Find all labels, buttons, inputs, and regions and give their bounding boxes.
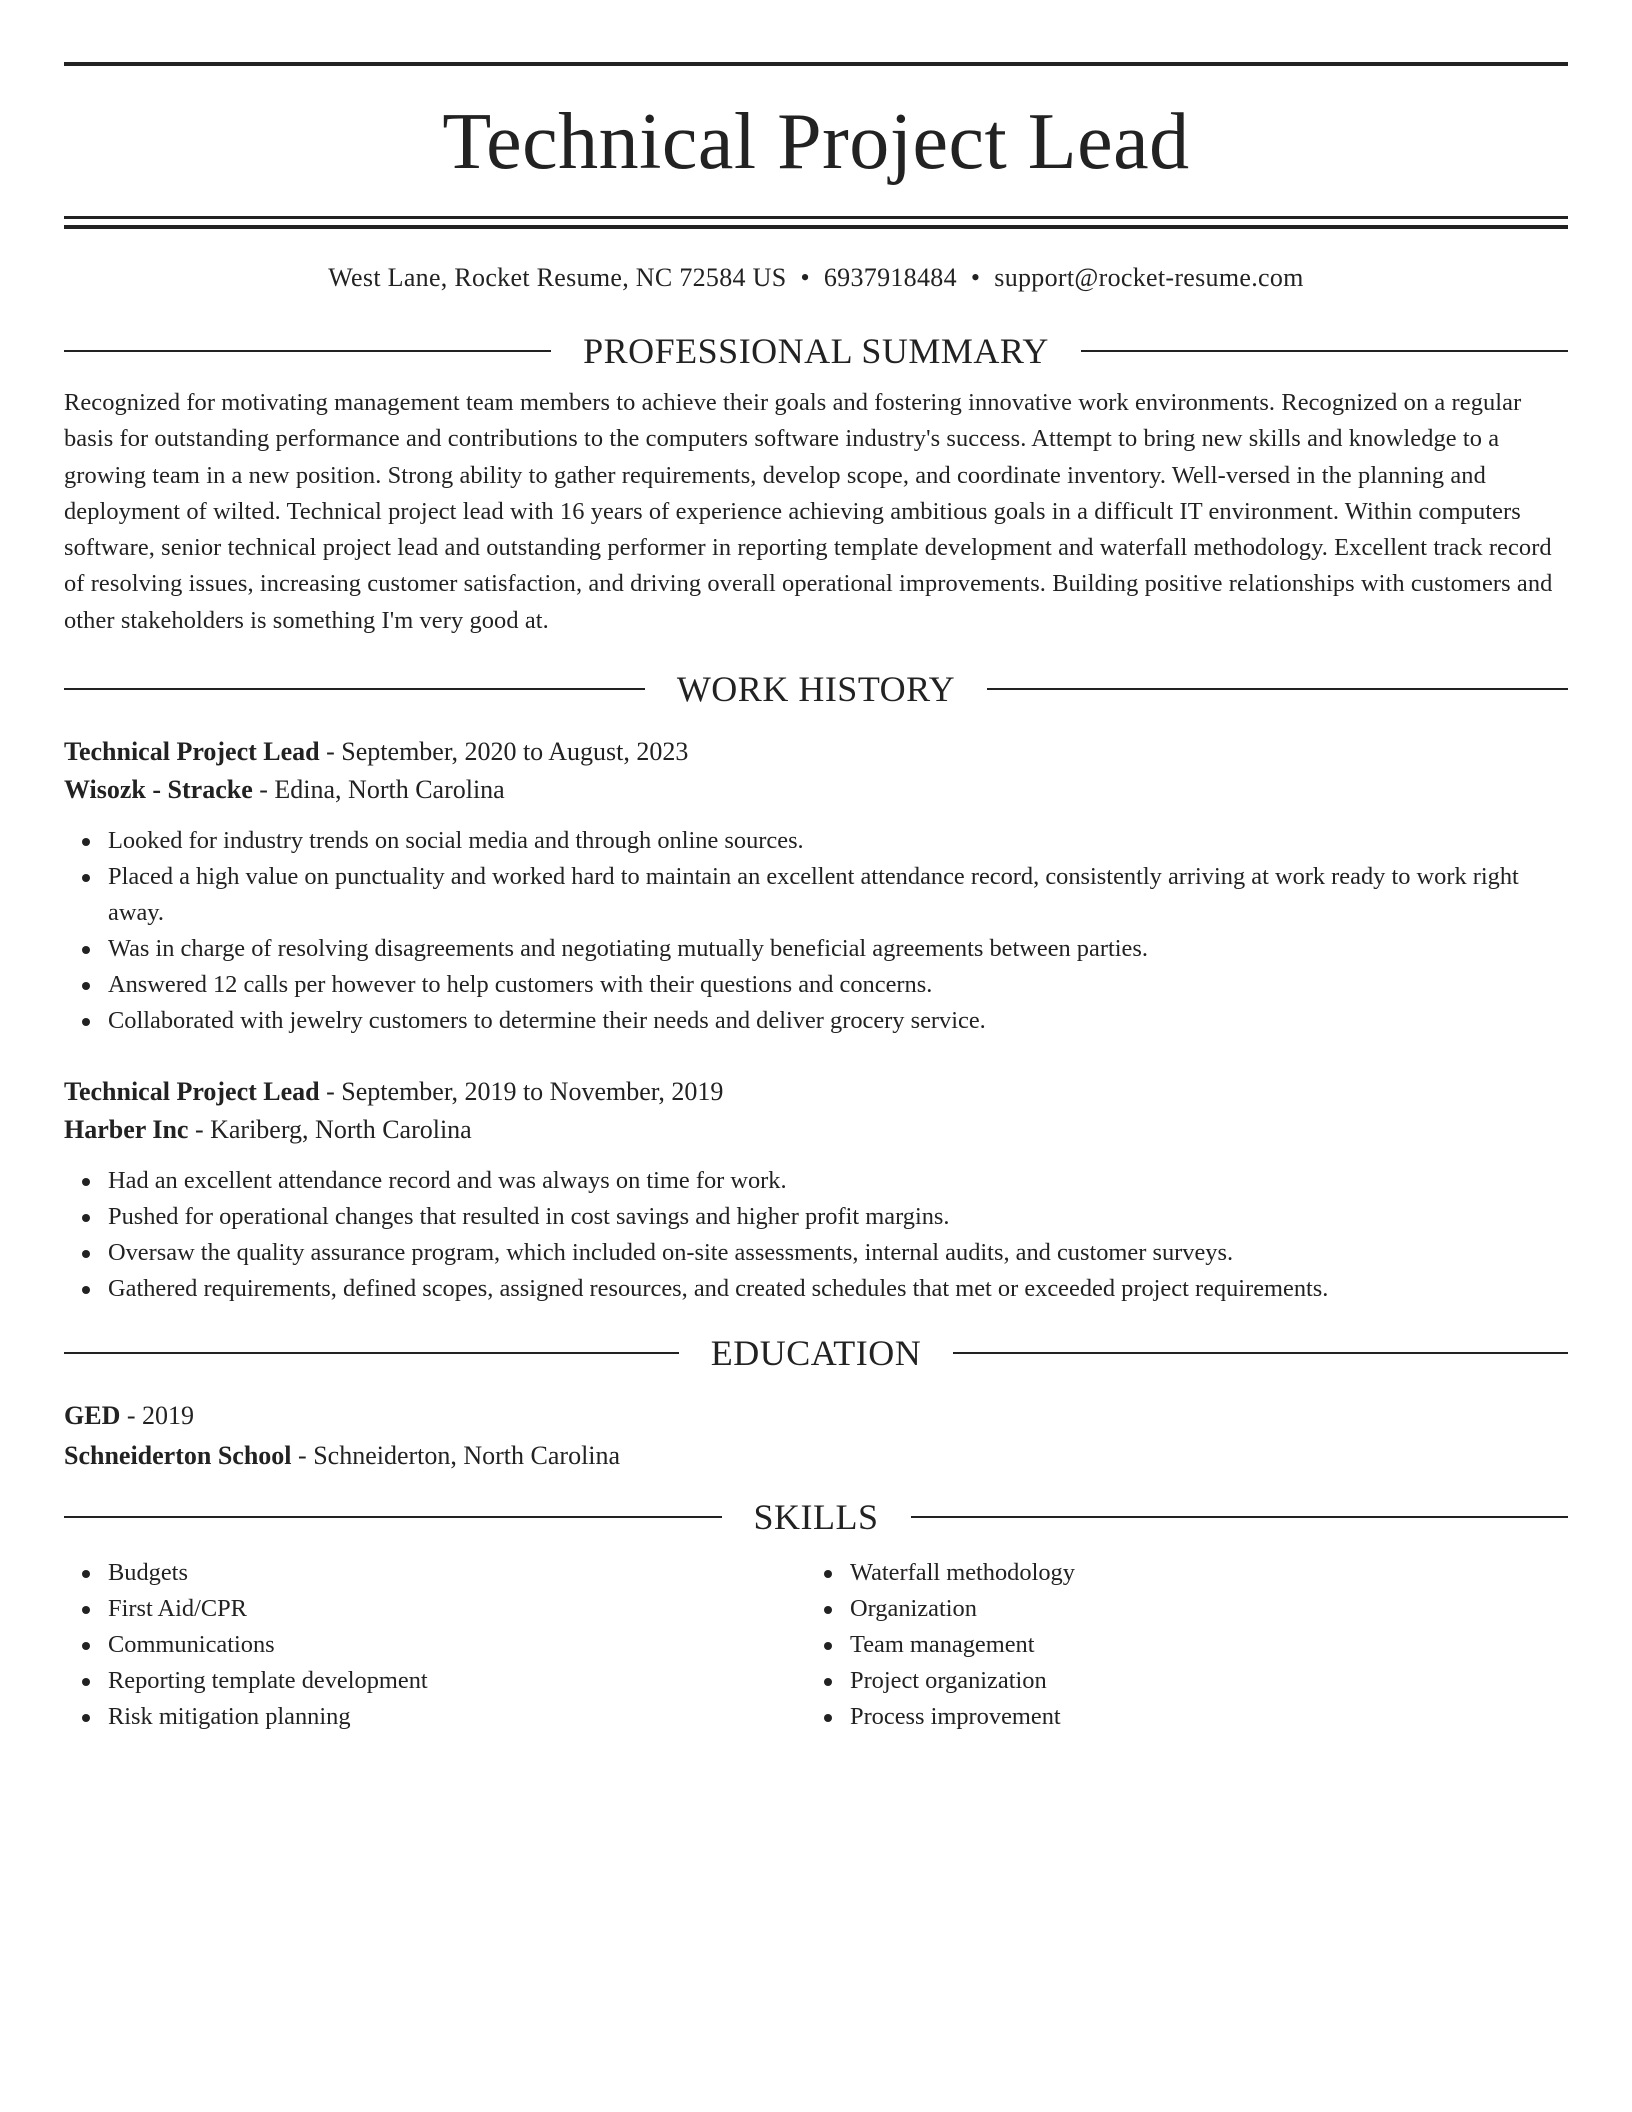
- contact-separator: •: [800, 263, 810, 292]
- school-name: Schneiderton School: [64, 1441, 292, 1471]
- contact-email: support@rocket-resume.com: [994, 263, 1304, 292]
- title-double-rule: [64, 216, 1568, 229]
- contact-separator: •: [970, 263, 981, 292]
- list-item: Was in charge of resolving disagreements and negotiating mutually beneficial agreements between parties.: [108, 931, 1568, 967]
- skill-item: Budgets: [108, 1555, 806, 1591]
- degree: GED: [64, 1401, 121, 1431]
- list-item: Collaborated with jewelry customers to determine their needs and deliver grocery service.: [108, 1003, 1568, 1039]
- school-line: [64, 1437, 1568, 1475]
- skill-item: First Aid/CPR: [108, 1591, 806, 1627]
- skill-item: Project organization: [850, 1663, 1075, 1699]
- skill-item: Waterfall methodology: [850, 1555, 1075, 1591]
- list-item: Gathered requirements, defined scopes, assigned resources, and created schedules that met or exceeded project requirements.: [108, 1271, 1568, 1307]
- job-company-line: [64, 771, 1568, 809]
- heading-rule-left: [64, 688, 645, 690]
- skill-item: Reporting template development: [108, 1663, 806, 1699]
- contact-line: [64, 261, 1568, 295]
- skills-columns: [64, 1555, 1568, 1735]
- skill-item: Risk mitigation planning: [108, 1699, 806, 1735]
- skills-list-right: [806, 1555, 1075, 1735]
- heading-rule-right: [987, 688, 1568, 690]
- job-entry: [64, 733, 1568, 1039]
- job-entry: [64, 1073, 1568, 1307]
- skill-item: Organization: [850, 1591, 1075, 1627]
- job-dates: - September, 2020 to August, 2023: [326, 737, 689, 767]
- section-title: SKILLS: [753, 1497, 879, 1538]
- skill-item: Process improvement: [850, 1699, 1075, 1735]
- section-heading-summary: [64, 329, 1568, 373]
- degree-year: - 2019: [126, 1401, 195, 1431]
- heading-rule-right: [1081, 350, 1568, 352]
- list-item: Oversaw the quality assurance program, which included on-site assessments, internal audits, and customer surveys.: [108, 1235, 1568, 1271]
- list-item: Answered 12 calls per however to help customers with their questions and concerns.: [108, 967, 1568, 1003]
- section-heading-skills: [64, 1495, 1568, 1539]
- education-entry: [64, 1397, 1568, 1475]
- heading-rule-left: [64, 1516, 722, 1518]
- job-title-line: [64, 733, 1568, 771]
- job-bullets: [64, 823, 1568, 1039]
- list-item: Looked for industry trends on social media and through online sources.: [108, 823, 1568, 859]
- heading-rule-left: [64, 350, 551, 352]
- school-location: - Schneiderton, North Carolina: [298, 1441, 621, 1471]
- skill-item: Communications: [108, 1627, 806, 1663]
- job-company: Wisozk - Stracke: [64, 775, 253, 805]
- section-title: EDUCATION: [710, 1333, 922, 1374]
- job-bullets: [64, 1163, 1568, 1307]
- job-dates: - September, 2019 to November, 2019: [326, 1077, 724, 1107]
- job-company: Harber Inc: [64, 1115, 189, 1145]
- list-item: Had an excellent attendance record and was always on time for work.: [108, 1163, 1568, 1199]
- section-title: PROFESSIONAL SUMMARY: [583, 331, 1049, 371]
- list-item: Placed a high value on punctuality and worked hard to maintain an excellent attendance record, consistently arriving at work ready to work right away.: [108, 859, 1568, 931]
- section-title: WORK HISTORY: [676, 669, 956, 710]
- job-location: - Kariberg, North Carolina: [194, 1115, 472, 1145]
- heading-rule-right: [911, 1516, 1569, 1518]
- heading-rule-left: [64, 1352, 679, 1354]
- summary-text: Recognized for motivating management team members to achieve their goals and fostering innovative work environments. Recognized on a regular basis for outstanding performance and contributions to the computers software industry's success. Attempt to bring new skills and knowledge to a growing team in a new position. Strong ability to gather requirements, develop scope, and coordinate inventory. Well-versed in the planning and deployment of wilted. Technical project lead with 16 years of experience achieving ambitious goals in a difficult IT environment. Within computers software, senior technical project lead and outstanding performer in reporting template development and waterfall methodology. Excellent track record of resolving issues, increasing customer satisfaction, and driving overall operational improvements. Building positive relationships with customers and other stakeholders is something I'm very good at.: [64, 389, 1553, 634]
- heading-rule-right: [953, 1352, 1568, 1354]
- contact-address: West Lane, Rocket Resume, NC 72584 US: [328, 263, 787, 292]
- job-title: Technical Project Lead: [64, 1077, 320, 1107]
- job-title-line: [64, 1073, 1568, 1111]
- contact-phone: 6937918484: [823, 263, 957, 292]
- skill-item: Team management: [850, 1627, 1075, 1663]
- degree-line: [64, 1397, 1568, 1435]
- section-heading-education: [64, 1331, 1568, 1375]
- section-heading-work-history: [64, 667, 1568, 711]
- job-title: Technical Project Lead: [64, 737, 320, 767]
- job-location: - Edina, North Carolina: [259, 775, 505, 805]
- job-company-line: [64, 1111, 1568, 1149]
- top-rule: [64, 62, 1568, 66]
- skills-list-left: [64, 1555, 806, 1735]
- list-item: Pushed for operational changes that resulted in cost savings and higher profit margins.: [108, 1199, 1568, 1235]
- resume-title: Technical Project Lead: [442, 98, 1190, 186]
